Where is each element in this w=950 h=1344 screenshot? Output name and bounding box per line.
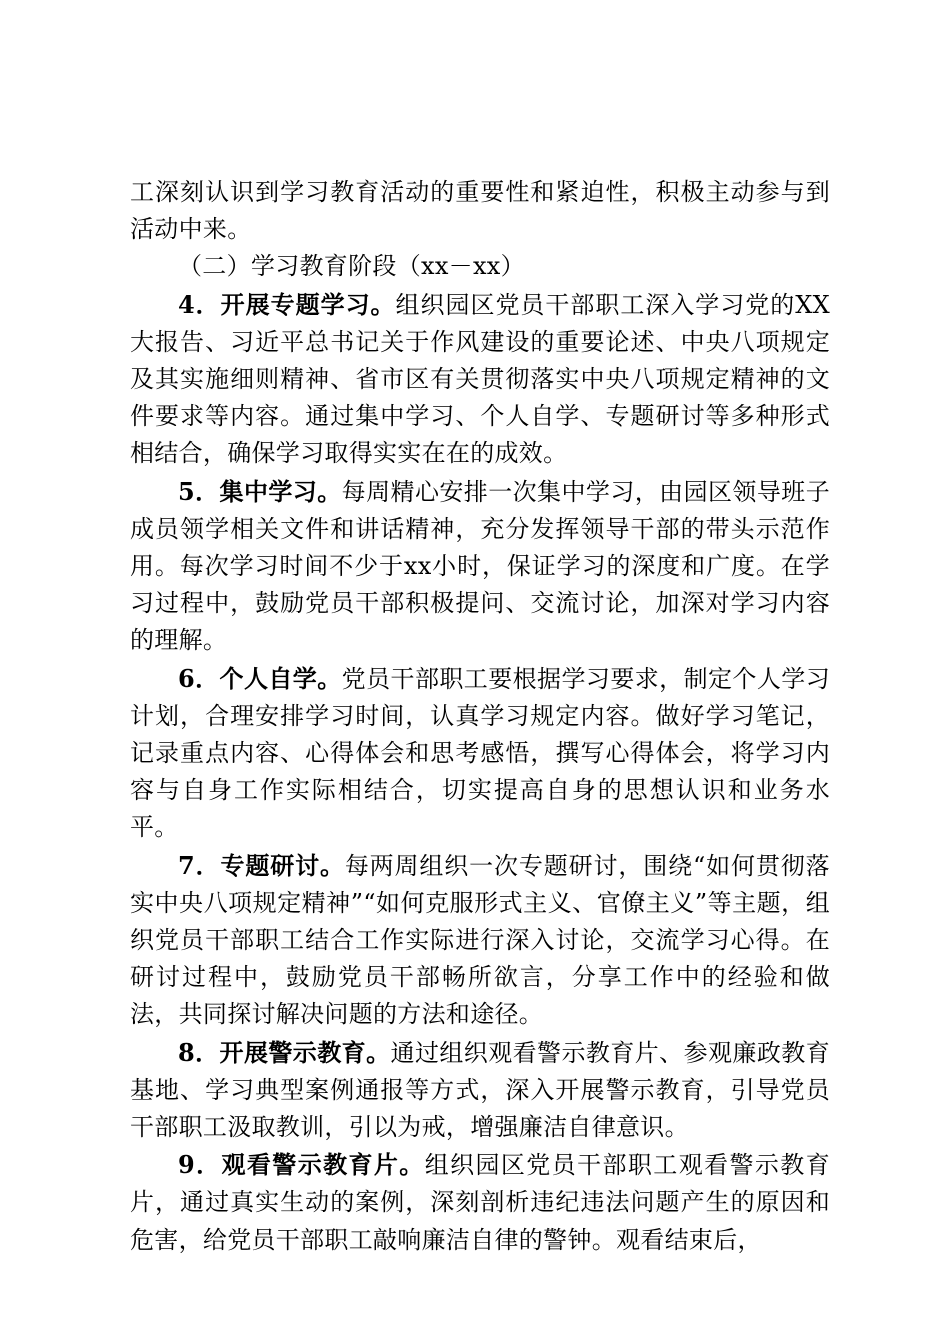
paragraph-lead: 7．专题研讨。 bbox=[178, 850, 345, 880]
paragraph-item-6 bbox=[130, 660, 830, 847]
paragraph-continuation bbox=[130, 174, 830, 248]
section-heading-text: （二）学习教育阶段（xx－xx） bbox=[178, 252, 525, 281]
paragraph-item-9 bbox=[130, 1146, 830, 1259]
paragraph-text: 组织园区党员干部职工观看警示教育片，通过真实生动的案例，深刻剖析违纪违法问题产生的原因和危害，给党员干部职工敲响廉洁自律的警钟。观看结束后， bbox=[130, 1151, 830, 1254]
paragraph-text: 组织园区党员干部职工深入学习党的XX大报告、习近平总书记关于作风建设的重要论述、中央八项规定及其实施细则精神、省市区有关贯彻落实中央八项规定精神的文件要求等内容。通过集中学习、个人自学、专题研讨等多种形式相结合，确保学习取得实实在在的成效。 bbox=[130, 290, 830, 468]
paragraph-text: 党员干部职工要根据学习要求，制定个人学习计划，合理安排学习时间，认真学习规定内容。做好学习笔记，记录重点内容、心得体会和思考感悟，撰写心得体会，将学习内容与自身工作实际相结合，切实提高自身的思想认识和业务水平。 bbox=[130, 664, 830, 842]
paragraph-lead: 9．观看警示教育片。 bbox=[178, 1150, 425, 1180]
paragraph-text: 每两周组织一次专题研讨，围绕“如何贯彻落实中央八项规定精神”“如何克服形式主义、官僚主义”等主题，组织党员干部职工结合工作实际进行深入讨论，交流学习心得。在研讨过程中，鼓励党员干部畅所欲言，分享工作中的经验和做法，共同探讨解决问题的方法和途径。 bbox=[130, 851, 830, 1029]
paragraph-item-8 bbox=[130, 1034, 830, 1147]
paragraph-item-7 bbox=[130, 847, 830, 1034]
paragraph-lead: 8．开展警示教育。 bbox=[178, 1037, 391, 1067]
paragraph-text: 工深刻认识到学习教育活动的重要性和紧迫性，积极主动参与到活动中来。 bbox=[130, 178, 830, 244]
section-heading bbox=[130, 248, 830, 285]
paragraph-text: 通过组织观看警示教育片、参观廉政教育基地、学习典型案例通报等方式，深入开展警示教育，引导党员干部职工汲取教训，引以为戒，增强廉洁自律意识。 bbox=[130, 1038, 830, 1142]
paragraph-lead: 6．个人自学。 bbox=[178, 663, 342, 693]
paragraph-lead: 4．开展专题学习。 bbox=[178, 289, 396, 319]
paragraph-item-5 bbox=[130, 473, 830, 660]
paragraph-text: 每周精心安排一次集中学习，由园区领导班子成员领学相关文件和讲话精神，充分发挥领导干部的带头示范作用。每次学习时间不少于xx小时，保证学习的深度和广度。在学习过程中，鼓励党员干部积极提问、交流讨论，加深对学习内容的理解。 bbox=[130, 477, 830, 655]
paragraph-item-4 bbox=[130, 286, 830, 473]
paragraph-lead: 5．集中学习。 bbox=[178, 476, 342, 506]
document-body bbox=[130, 174, 830, 1259]
